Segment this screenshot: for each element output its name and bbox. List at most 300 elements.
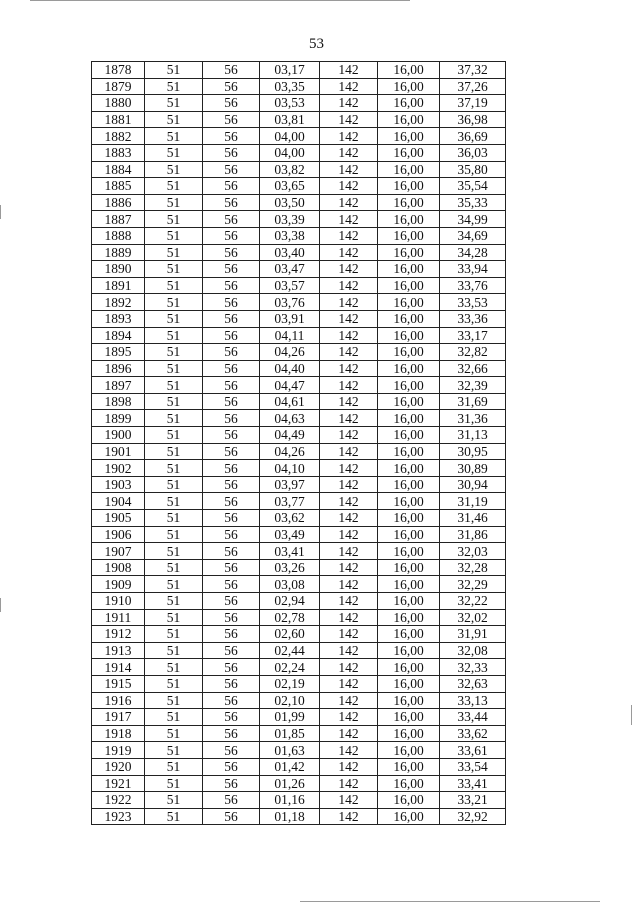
value-cell-3: 04,26 bbox=[260, 344, 320, 361]
value-cell-1: 51 bbox=[145, 410, 203, 427]
value-cell-6: 33,41 bbox=[440, 775, 506, 792]
value-cell-1: 51 bbox=[145, 808, 203, 825]
value-cell-1: 51 bbox=[145, 626, 203, 643]
year-cell: 1904 bbox=[92, 493, 145, 510]
value-cell-2: 56 bbox=[203, 559, 260, 576]
value-cell-4: 142 bbox=[320, 244, 378, 261]
table-row bbox=[92, 742, 506, 759]
value-cell-3: 03,38 bbox=[260, 227, 320, 244]
value-cell-2: 56 bbox=[203, 742, 260, 759]
table-row bbox=[92, 95, 506, 112]
value-cell-3: 03,81 bbox=[260, 111, 320, 128]
value-cell-6: 30,94 bbox=[440, 476, 506, 493]
value-cell-2: 56 bbox=[203, 510, 260, 527]
value-cell-2: 56 bbox=[203, 725, 260, 742]
value-cell-2: 56 bbox=[203, 493, 260, 510]
value-cell-1: 51 bbox=[145, 178, 203, 195]
value-cell-6: 33,36 bbox=[440, 310, 506, 327]
value-cell-2: 56 bbox=[203, 609, 260, 626]
value-cell-6: 31,69 bbox=[440, 393, 506, 410]
value-cell-1: 51 bbox=[145, 526, 203, 543]
value-cell-1: 51 bbox=[145, 78, 203, 95]
table-row bbox=[92, 510, 506, 527]
table-row bbox=[92, 261, 506, 278]
value-cell-1: 51 bbox=[145, 543, 203, 560]
table-row bbox=[92, 310, 506, 327]
value-cell-5: 16,00 bbox=[378, 393, 440, 410]
value-cell-5: 16,00 bbox=[378, 377, 440, 394]
value-cell-3: 03,08 bbox=[260, 576, 320, 593]
value-cell-5: 16,00 bbox=[378, 725, 440, 742]
table-row bbox=[92, 626, 506, 643]
table-row bbox=[92, 476, 506, 493]
value-cell-4: 142 bbox=[320, 78, 378, 95]
value-cell-4: 142 bbox=[320, 758, 378, 775]
value-cell-4: 142 bbox=[320, 294, 378, 311]
value-cell-1: 51 bbox=[145, 111, 203, 128]
value-cell-4: 142 bbox=[320, 593, 378, 610]
value-cell-2: 56 bbox=[203, 775, 260, 792]
value-cell-5: 16,00 bbox=[378, 327, 440, 344]
value-cell-5: 16,00 bbox=[378, 194, 440, 211]
value-cell-1: 51 bbox=[145, 310, 203, 327]
year-cell: 1884 bbox=[92, 161, 145, 178]
table-row bbox=[92, 493, 506, 510]
value-cell-6: 33,94 bbox=[440, 261, 506, 278]
value-cell-5: 16,00 bbox=[378, 410, 440, 427]
value-cell-2: 56 bbox=[203, 659, 260, 676]
year-cell: 1890 bbox=[92, 261, 145, 278]
value-cell-5: 16,00 bbox=[378, 62, 440, 79]
value-cell-4: 142 bbox=[320, 277, 378, 294]
value-cell-5: 16,00 bbox=[378, 294, 440, 311]
year-cell: 1878 bbox=[92, 62, 145, 79]
table-row bbox=[92, 194, 506, 211]
year-cell: 1919 bbox=[92, 742, 145, 759]
value-cell-2: 56 bbox=[203, 593, 260, 610]
scan-left-edge-mark bbox=[0, 205, 1, 219]
table-row bbox=[92, 427, 506, 444]
value-cell-1: 51 bbox=[145, 261, 203, 278]
page-number: 53 bbox=[309, 36, 324, 52]
value-cell-4: 142 bbox=[320, 144, 378, 161]
year-cell: 1880 bbox=[92, 95, 145, 112]
value-cell-2: 56 bbox=[203, 443, 260, 460]
year-cell: 1906 bbox=[92, 526, 145, 543]
table-row bbox=[92, 161, 506, 178]
value-cell-3: 03,77 bbox=[260, 493, 320, 510]
table-row bbox=[92, 692, 506, 709]
table-row bbox=[92, 178, 506, 195]
value-cell-5: 16,00 bbox=[378, 211, 440, 228]
value-cell-5: 16,00 bbox=[378, 675, 440, 692]
year-cell: 1905 bbox=[92, 510, 145, 527]
value-cell-3: 02,44 bbox=[260, 642, 320, 659]
value-cell-6: 33,62 bbox=[440, 725, 506, 742]
year-cell: 1901 bbox=[92, 443, 145, 460]
value-cell-6: 33,21 bbox=[440, 792, 506, 809]
table-row bbox=[92, 211, 506, 228]
value-cell-1: 51 bbox=[145, 792, 203, 809]
value-cell-5: 16,00 bbox=[378, 526, 440, 543]
table-row bbox=[92, 393, 506, 410]
value-cell-5: 16,00 bbox=[378, 609, 440, 626]
value-cell-3: 03,97 bbox=[260, 476, 320, 493]
value-cell-6: 35,80 bbox=[440, 161, 506, 178]
value-cell-6: 37,26 bbox=[440, 78, 506, 95]
table-row bbox=[92, 642, 506, 659]
year-cell: 1892 bbox=[92, 294, 145, 311]
value-cell-5: 16,00 bbox=[378, 559, 440, 576]
value-cell-2: 56 bbox=[203, 95, 260, 112]
value-cell-4: 142 bbox=[320, 659, 378, 676]
value-cell-4: 142 bbox=[320, 344, 378, 361]
value-cell-5: 16,00 bbox=[378, 792, 440, 809]
value-cell-1: 51 bbox=[145, 775, 203, 792]
value-cell-3: 02,94 bbox=[260, 593, 320, 610]
data-table-container bbox=[91, 61, 506, 825]
table-row bbox=[92, 410, 506, 427]
value-cell-2: 56 bbox=[203, 244, 260, 261]
value-cell-3: 03,50 bbox=[260, 194, 320, 211]
value-cell-6: 32,66 bbox=[440, 360, 506, 377]
value-cell-1: 51 bbox=[145, 609, 203, 626]
year-cell: 1891 bbox=[92, 277, 145, 294]
value-cell-1: 51 bbox=[145, 227, 203, 244]
value-cell-1: 51 bbox=[145, 559, 203, 576]
table-row bbox=[92, 144, 506, 161]
value-cell-2: 56 bbox=[203, 626, 260, 643]
table-row bbox=[92, 709, 506, 726]
value-cell-3: 02,10 bbox=[260, 692, 320, 709]
year-cell: 1895 bbox=[92, 344, 145, 361]
year-cell: 1918 bbox=[92, 725, 145, 742]
value-cell-6: 32,39 bbox=[440, 377, 506, 394]
value-cell-4: 142 bbox=[320, 393, 378, 410]
year-cell: 1882 bbox=[92, 128, 145, 145]
value-cell-1: 51 bbox=[145, 360, 203, 377]
value-cell-2: 56 bbox=[203, 111, 260, 128]
scan-bottom-edge-line bbox=[300, 901, 600, 902]
year-cell: 1922 bbox=[92, 792, 145, 809]
value-cell-4: 142 bbox=[320, 310, 378, 327]
value-cell-6: 33,53 bbox=[440, 294, 506, 311]
value-cell-2: 56 bbox=[203, 62, 260, 79]
value-cell-5: 16,00 bbox=[378, 261, 440, 278]
table-row bbox=[92, 344, 506, 361]
value-cell-3: 03,26 bbox=[260, 559, 320, 576]
value-cell-5: 16,00 bbox=[378, 277, 440, 294]
value-cell-1: 51 bbox=[145, 460, 203, 477]
value-cell-3: 03,47 bbox=[260, 261, 320, 278]
value-cell-1: 51 bbox=[145, 510, 203, 527]
value-cell-3: 03,91 bbox=[260, 310, 320, 327]
value-cell-5: 16,00 bbox=[378, 178, 440, 195]
value-cell-6: 32,29 bbox=[440, 576, 506, 593]
value-cell-2: 56 bbox=[203, 410, 260, 427]
value-cell-3: 02,60 bbox=[260, 626, 320, 643]
value-cell-6: 34,28 bbox=[440, 244, 506, 261]
value-cell-2: 56 bbox=[203, 144, 260, 161]
value-cell-2: 56 bbox=[203, 675, 260, 692]
value-cell-3: 04,00 bbox=[260, 144, 320, 161]
value-cell-6: 33,76 bbox=[440, 277, 506, 294]
year-cell: 1899 bbox=[92, 410, 145, 427]
value-cell-6: 31,46 bbox=[440, 510, 506, 527]
value-cell-5: 16,00 bbox=[378, 493, 440, 510]
value-cell-4: 142 bbox=[320, 709, 378, 726]
value-cell-3: 01,42 bbox=[260, 758, 320, 775]
year-cell: 1886 bbox=[92, 194, 145, 211]
year-cell: 1908 bbox=[92, 559, 145, 576]
table-row bbox=[92, 78, 506, 95]
value-cell-4: 142 bbox=[320, 62, 378, 79]
value-cell-6: 35,33 bbox=[440, 194, 506, 211]
value-cell-1: 51 bbox=[145, 742, 203, 759]
value-cell-2: 56 bbox=[203, 327, 260, 344]
value-cell-5: 16,00 bbox=[378, 576, 440, 593]
value-cell-2: 56 bbox=[203, 792, 260, 809]
value-cell-1: 51 bbox=[145, 377, 203, 394]
scan-right-edge-mark bbox=[631, 705, 632, 725]
value-cell-4: 142 bbox=[320, 327, 378, 344]
table-row bbox=[92, 576, 506, 593]
value-cell-6: 33,17 bbox=[440, 327, 506, 344]
value-cell-6: 37,19 bbox=[440, 95, 506, 112]
value-cell-2: 56 bbox=[203, 227, 260, 244]
value-cell-3: 04,63 bbox=[260, 410, 320, 427]
value-cell-4: 142 bbox=[320, 626, 378, 643]
year-cell: 1881 bbox=[92, 111, 145, 128]
value-cell-4: 142 bbox=[320, 642, 378, 659]
value-cell-6: 31,36 bbox=[440, 410, 506, 427]
value-cell-3: 03,57 bbox=[260, 277, 320, 294]
value-cell-2: 56 bbox=[203, 377, 260, 394]
value-cell-6: 32,28 bbox=[440, 559, 506, 576]
value-cell-2: 56 bbox=[203, 526, 260, 543]
value-cell-4: 142 bbox=[320, 161, 378, 178]
value-cell-3: 03,62 bbox=[260, 510, 320, 527]
table-row bbox=[92, 244, 506, 261]
scan-top-edge-line bbox=[30, 0, 410, 1]
value-cell-2: 56 bbox=[203, 758, 260, 775]
value-cell-1: 51 bbox=[145, 642, 203, 659]
table-row bbox=[92, 111, 506, 128]
value-cell-5: 16,00 bbox=[378, 642, 440, 659]
value-cell-2: 56 bbox=[203, 543, 260, 560]
value-cell-4: 142 bbox=[320, 526, 378, 543]
table-row bbox=[92, 559, 506, 576]
value-cell-3: 04,00 bbox=[260, 128, 320, 145]
year-cell: 1913 bbox=[92, 642, 145, 659]
table-row bbox=[92, 277, 506, 294]
value-cell-4: 142 bbox=[320, 194, 378, 211]
value-cell-5: 16,00 bbox=[378, 460, 440, 477]
value-cell-4: 142 bbox=[320, 742, 378, 759]
value-cell-6: 33,54 bbox=[440, 758, 506, 775]
value-cell-3: 02,24 bbox=[260, 659, 320, 676]
year-cell: 1893 bbox=[92, 310, 145, 327]
table-row bbox=[92, 460, 506, 477]
table-row bbox=[92, 543, 506, 560]
value-cell-1: 51 bbox=[145, 593, 203, 610]
data-table bbox=[91, 61, 506, 825]
table-row bbox=[92, 659, 506, 676]
value-cell-1: 51 bbox=[145, 161, 203, 178]
value-cell-4: 142 bbox=[320, 360, 378, 377]
year-cell: 1902 bbox=[92, 460, 145, 477]
year-cell: 1920 bbox=[92, 758, 145, 775]
value-cell-6: 32,92 bbox=[440, 808, 506, 825]
table-row bbox=[92, 609, 506, 626]
year-cell: 1900 bbox=[92, 427, 145, 444]
value-cell-2: 56 bbox=[203, 294, 260, 311]
value-cell-6: 35,54 bbox=[440, 178, 506, 195]
year-cell: 1916 bbox=[92, 692, 145, 709]
year-cell: 1896 bbox=[92, 360, 145, 377]
value-cell-6: 32,03 bbox=[440, 543, 506, 560]
value-cell-1: 51 bbox=[145, 476, 203, 493]
value-cell-4: 142 bbox=[320, 792, 378, 809]
value-cell-3: 03,53 bbox=[260, 95, 320, 112]
value-cell-6: 34,99 bbox=[440, 211, 506, 228]
value-cell-6: 32,82 bbox=[440, 344, 506, 361]
value-cell-3: 03,76 bbox=[260, 294, 320, 311]
value-cell-5: 16,00 bbox=[378, 808, 440, 825]
year-cell: 1887 bbox=[92, 211, 145, 228]
value-cell-1: 51 bbox=[145, 211, 203, 228]
value-cell-3: 03,35 bbox=[260, 78, 320, 95]
table-row bbox=[92, 128, 506, 145]
year-cell: 1909 bbox=[92, 576, 145, 593]
value-cell-6: 37,32 bbox=[440, 62, 506, 79]
value-cell-1: 51 bbox=[145, 128, 203, 145]
value-cell-3: 01,99 bbox=[260, 709, 320, 726]
value-cell-3: 03,65 bbox=[260, 178, 320, 195]
value-cell-3: 03,39 bbox=[260, 211, 320, 228]
value-cell-6: 32,02 bbox=[440, 609, 506, 626]
table-row bbox=[92, 758, 506, 775]
table-row bbox=[92, 792, 506, 809]
value-cell-2: 56 bbox=[203, 78, 260, 95]
value-cell-5: 16,00 bbox=[378, 111, 440, 128]
value-cell-3: 01,26 bbox=[260, 775, 320, 792]
value-cell-3: 01,63 bbox=[260, 742, 320, 759]
table-row bbox=[92, 725, 506, 742]
value-cell-5: 16,00 bbox=[378, 227, 440, 244]
value-cell-6: 36,98 bbox=[440, 111, 506, 128]
value-cell-5: 16,00 bbox=[378, 128, 440, 145]
value-cell-3: 04,40 bbox=[260, 360, 320, 377]
value-cell-3: 01,16 bbox=[260, 792, 320, 809]
value-cell-4: 142 bbox=[320, 377, 378, 394]
year-cell: 1903 bbox=[92, 476, 145, 493]
value-cell-5: 16,00 bbox=[378, 244, 440, 261]
value-cell-5: 16,00 bbox=[378, 626, 440, 643]
value-cell-6: 33,13 bbox=[440, 692, 506, 709]
value-cell-5: 16,00 bbox=[378, 427, 440, 444]
value-cell-1: 51 bbox=[145, 725, 203, 742]
value-cell-1: 51 bbox=[145, 194, 203, 211]
value-cell-5: 16,00 bbox=[378, 161, 440, 178]
value-cell-6: 31,19 bbox=[440, 493, 506, 510]
value-cell-2: 56 bbox=[203, 211, 260, 228]
value-cell-1: 51 bbox=[145, 244, 203, 261]
value-cell-2: 56 bbox=[203, 310, 260, 327]
value-cell-3: 04,61 bbox=[260, 393, 320, 410]
year-cell: 1923 bbox=[92, 808, 145, 825]
year-cell: 1915 bbox=[92, 675, 145, 692]
year-cell: 1897 bbox=[92, 377, 145, 394]
value-cell-2: 56 bbox=[203, 277, 260, 294]
value-cell-4: 142 bbox=[320, 410, 378, 427]
table-row bbox=[92, 775, 506, 792]
value-cell-2: 56 bbox=[203, 161, 260, 178]
year-cell: 1885 bbox=[92, 178, 145, 195]
year-cell: 1917 bbox=[92, 709, 145, 726]
value-cell-5: 16,00 bbox=[378, 758, 440, 775]
value-cell-4: 142 bbox=[320, 443, 378, 460]
value-cell-4: 142 bbox=[320, 559, 378, 576]
value-cell-6: 33,61 bbox=[440, 742, 506, 759]
value-cell-4: 142 bbox=[320, 111, 378, 128]
table-row bbox=[92, 327, 506, 344]
table-row bbox=[92, 227, 506, 244]
year-cell: 1889 bbox=[92, 244, 145, 261]
value-cell-5: 16,00 bbox=[378, 593, 440, 610]
value-cell-4: 142 bbox=[320, 510, 378, 527]
value-cell-4: 142 bbox=[320, 211, 378, 228]
year-cell: 1879 bbox=[92, 78, 145, 95]
value-cell-3: 03,41 bbox=[260, 543, 320, 560]
value-cell-6: 32,22 bbox=[440, 593, 506, 610]
year-cell: 1910 bbox=[92, 593, 145, 610]
value-cell-2: 56 bbox=[203, 576, 260, 593]
value-cell-5: 16,00 bbox=[378, 144, 440, 161]
table-row bbox=[92, 526, 506, 543]
value-cell-3: 04,10 bbox=[260, 460, 320, 477]
value-cell-3: 04,11 bbox=[260, 327, 320, 344]
value-cell-4: 142 bbox=[320, 460, 378, 477]
value-cell-4: 142 bbox=[320, 609, 378, 626]
value-cell-3: 03,49 bbox=[260, 526, 320, 543]
value-cell-2: 56 bbox=[203, 178, 260, 195]
year-cell: 1907 bbox=[92, 543, 145, 560]
value-cell-2: 56 bbox=[203, 261, 260, 278]
table-row bbox=[92, 360, 506, 377]
value-cell-5: 16,00 bbox=[378, 775, 440, 792]
value-cell-4: 142 bbox=[320, 128, 378, 145]
value-cell-1: 51 bbox=[145, 709, 203, 726]
year-cell: 1912 bbox=[92, 626, 145, 643]
value-cell-6: 31,13 bbox=[440, 427, 506, 444]
table-row bbox=[92, 62, 506, 79]
year-cell: 1911 bbox=[92, 609, 145, 626]
table-row bbox=[92, 808, 506, 825]
value-cell-6: 31,91 bbox=[440, 626, 506, 643]
value-cell-1: 51 bbox=[145, 294, 203, 311]
value-cell-5: 16,00 bbox=[378, 95, 440, 112]
value-cell-4: 142 bbox=[320, 775, 378, 792]
value-cell-4: 142 bbox=[320, 692, 378, 709]
value-cell-3: 03,40 bbox=[260, 244, 320, 261]
value-cell-1: 51 bbox=[145, 692, 203, 709]
value-cell-2: 56 bbox=[203, 344, 260, 361]
value-cell-1: 51 bbox=[145, 144, 203, 161]
value-cell-3: 04,49 bbox=[260, 427, 320, 444]
value-cell-4: 142 bbox=[320, 808, 378, 825]
value-cell-3: 03,82 bbox=[260, 161, 320, 178]
